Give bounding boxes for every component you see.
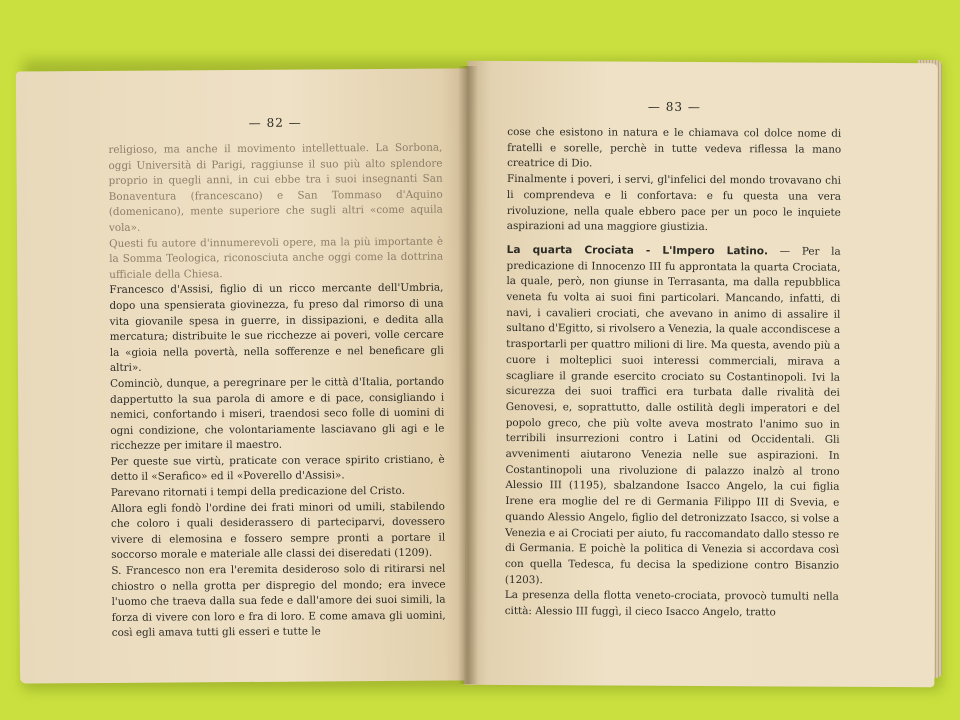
right-paragraph: cose che esistono in natura e le chiamava col dolce nome di fratelli e sorelle, perchè in tutte vedeva riflessa la mano creatrice di Dio. [507,125,842,170]
left-paragraph: religioso, ma anche il movimento intellettuale. La Sorbona, oggi Università di Parigi, raggiunse il suo più alto splendore proprio in quegli anni, in cui ebbe tra i suoi insegnanti San Bonaventura (francescano) e San Tommaso d'Aquino (domenicano), mente superiore che sugli altri «come aquila vola». [108,141,443,234]
left-paragraph: Cominciò, dunque, a peregrinare per le città d'Italia, portando dappertutto la sua parola di amore e di pace, consigliando i nemici, confortando i miseri, traendosi seco folle di uomini di ogni condizione, che volontariamente lasciavano gli agi e le ricchezze per imitare il maestro. [110,375,445,453]
section-paragraph [505,243,841,590]
right-page [464,61,937,687]
section-heading: La quarta Crociata - L'Impero Latino. [506,243,769,258]
left-paragraph: Per queste sue virtù, praticate con verace spirito cristiano, è detto il «Serafico» ed il «Poverello d'Assisi». [110,453,445,484]
left-page-number: — 82 — [248,115,302,130]
left-page [16,68,472,683]
book-gutter [458,66,478,684]
right-paragraph: Finalmente i poveri, i servi, gl'infelici del mondo trovavano chi li comprendeva e li confortava: e fu questa una vera rivoluzione, nella quale ebbero pace per un poco le inquiete aspirazioni ad una maggiore giustizia. [506,173,842,234]
right-page-text [505,125,842,622]
left-paragraph: Francesco d'Assisi, figlio di un ricco mercante dell'Umbria, dopo una spensierata giovinezza, fu preso dal rimorso di una vita giovanile spesa in guerre, in dissipazioni, e dedita alla mercatura; distribuite le sue ricchezze ai poveri, volle cercare la «gioia nella povertà, nella sofferenze e nel beneficare gli altri». [109,281,444,375]
section-paragraph-body: — Per la predicazione di Innocenzo III fu approntata la quarta Crociata, la quale, però, non giunse in Terrasanta, ma dalla repubblica veneta fu volta ai suoi fini particolari. Mancando, infatti, di navi, i cavalieri crociati, che avevano in animo di assalire il sultano d'Egitto, si rivolsero a Venezia, la quale accondiscese a trasportarli per quattro milioni di lire. Ma questa, avendo più a cuore i molteplici suoi interessi commerciali, mirava a scagliare il grande esercito crociato su Costantinopoli. Ivi la sicurezza dei suoi traffici era turbata dalle rivalità dei Genovesi, e, soprattutto, dalle ostilità degli imperatori e del popolo greco, che più volte aveva mostrato l'animo suo in terribili insurrezioni contro i Latini od Occidentali. Gli avvenimenti aiutarono Venezia nelle sue aspirazioni. In Costantinopoli una rivoluzione di palazzo inalzò al trono Alessio III (1195), sbalzandone Isacco Angelo, la cui figlia Irene era moglie del re di Germania Filippo III di Svevia, e quando Alessio Angelo, figlio del detronizzato Isacco, si volse a Venezia e ai Crociati per aiuto, fu raccomandato dallo stesso re di Germania. E poichè la politica di Venezia si accordava così con quella Tedesca, fu decisa la spedizione contro Bisanzio (1203). [504,245,841,586]
left-paragraph: Allora egli fondò l'ordine dei frati minori od umili, stabilendo che coloro i quali desiderassero di parteciparvi, dovessero vivere di elemosina e fossero sempre pronti a portare il soccorso morale e materiale alle classi dei diseredati (1209). [110,500,446,562]
left-paragraph: Parevano ritornati i tempi della predicazione del Cristo. [110,484,405,499]
left-paragraph: Questi fu autore d'innumerevoli opere, ma la più importante è la Somma Teologica, riconosciuta anche oggi come la dottrina ufficiale della Chiesa. [109,235,444,281]
right-page-number: — 83 — [647,99,701,114]
right-paragraph: La presenza della flotta veneto-crociata, provocò tumulti nella città: Alessio III fuggì, il cieco Isacco Angelo, tratto [504,589,839,619]
left-page-text [108,141,445,642]
left-paragraph: S. Francesco non era l'eremita desideroso solo di ritirarsi nel chiostro o nella grotta per dispregio del mondo; era invece l'uomo che traeva dalla sua fede e dall'amore dei suoi simili, la forza di vivere con loro e fra di loro. E come amava gli uomini, così egli amava tutti gli esseri e tutte le [111,562,446,640]
